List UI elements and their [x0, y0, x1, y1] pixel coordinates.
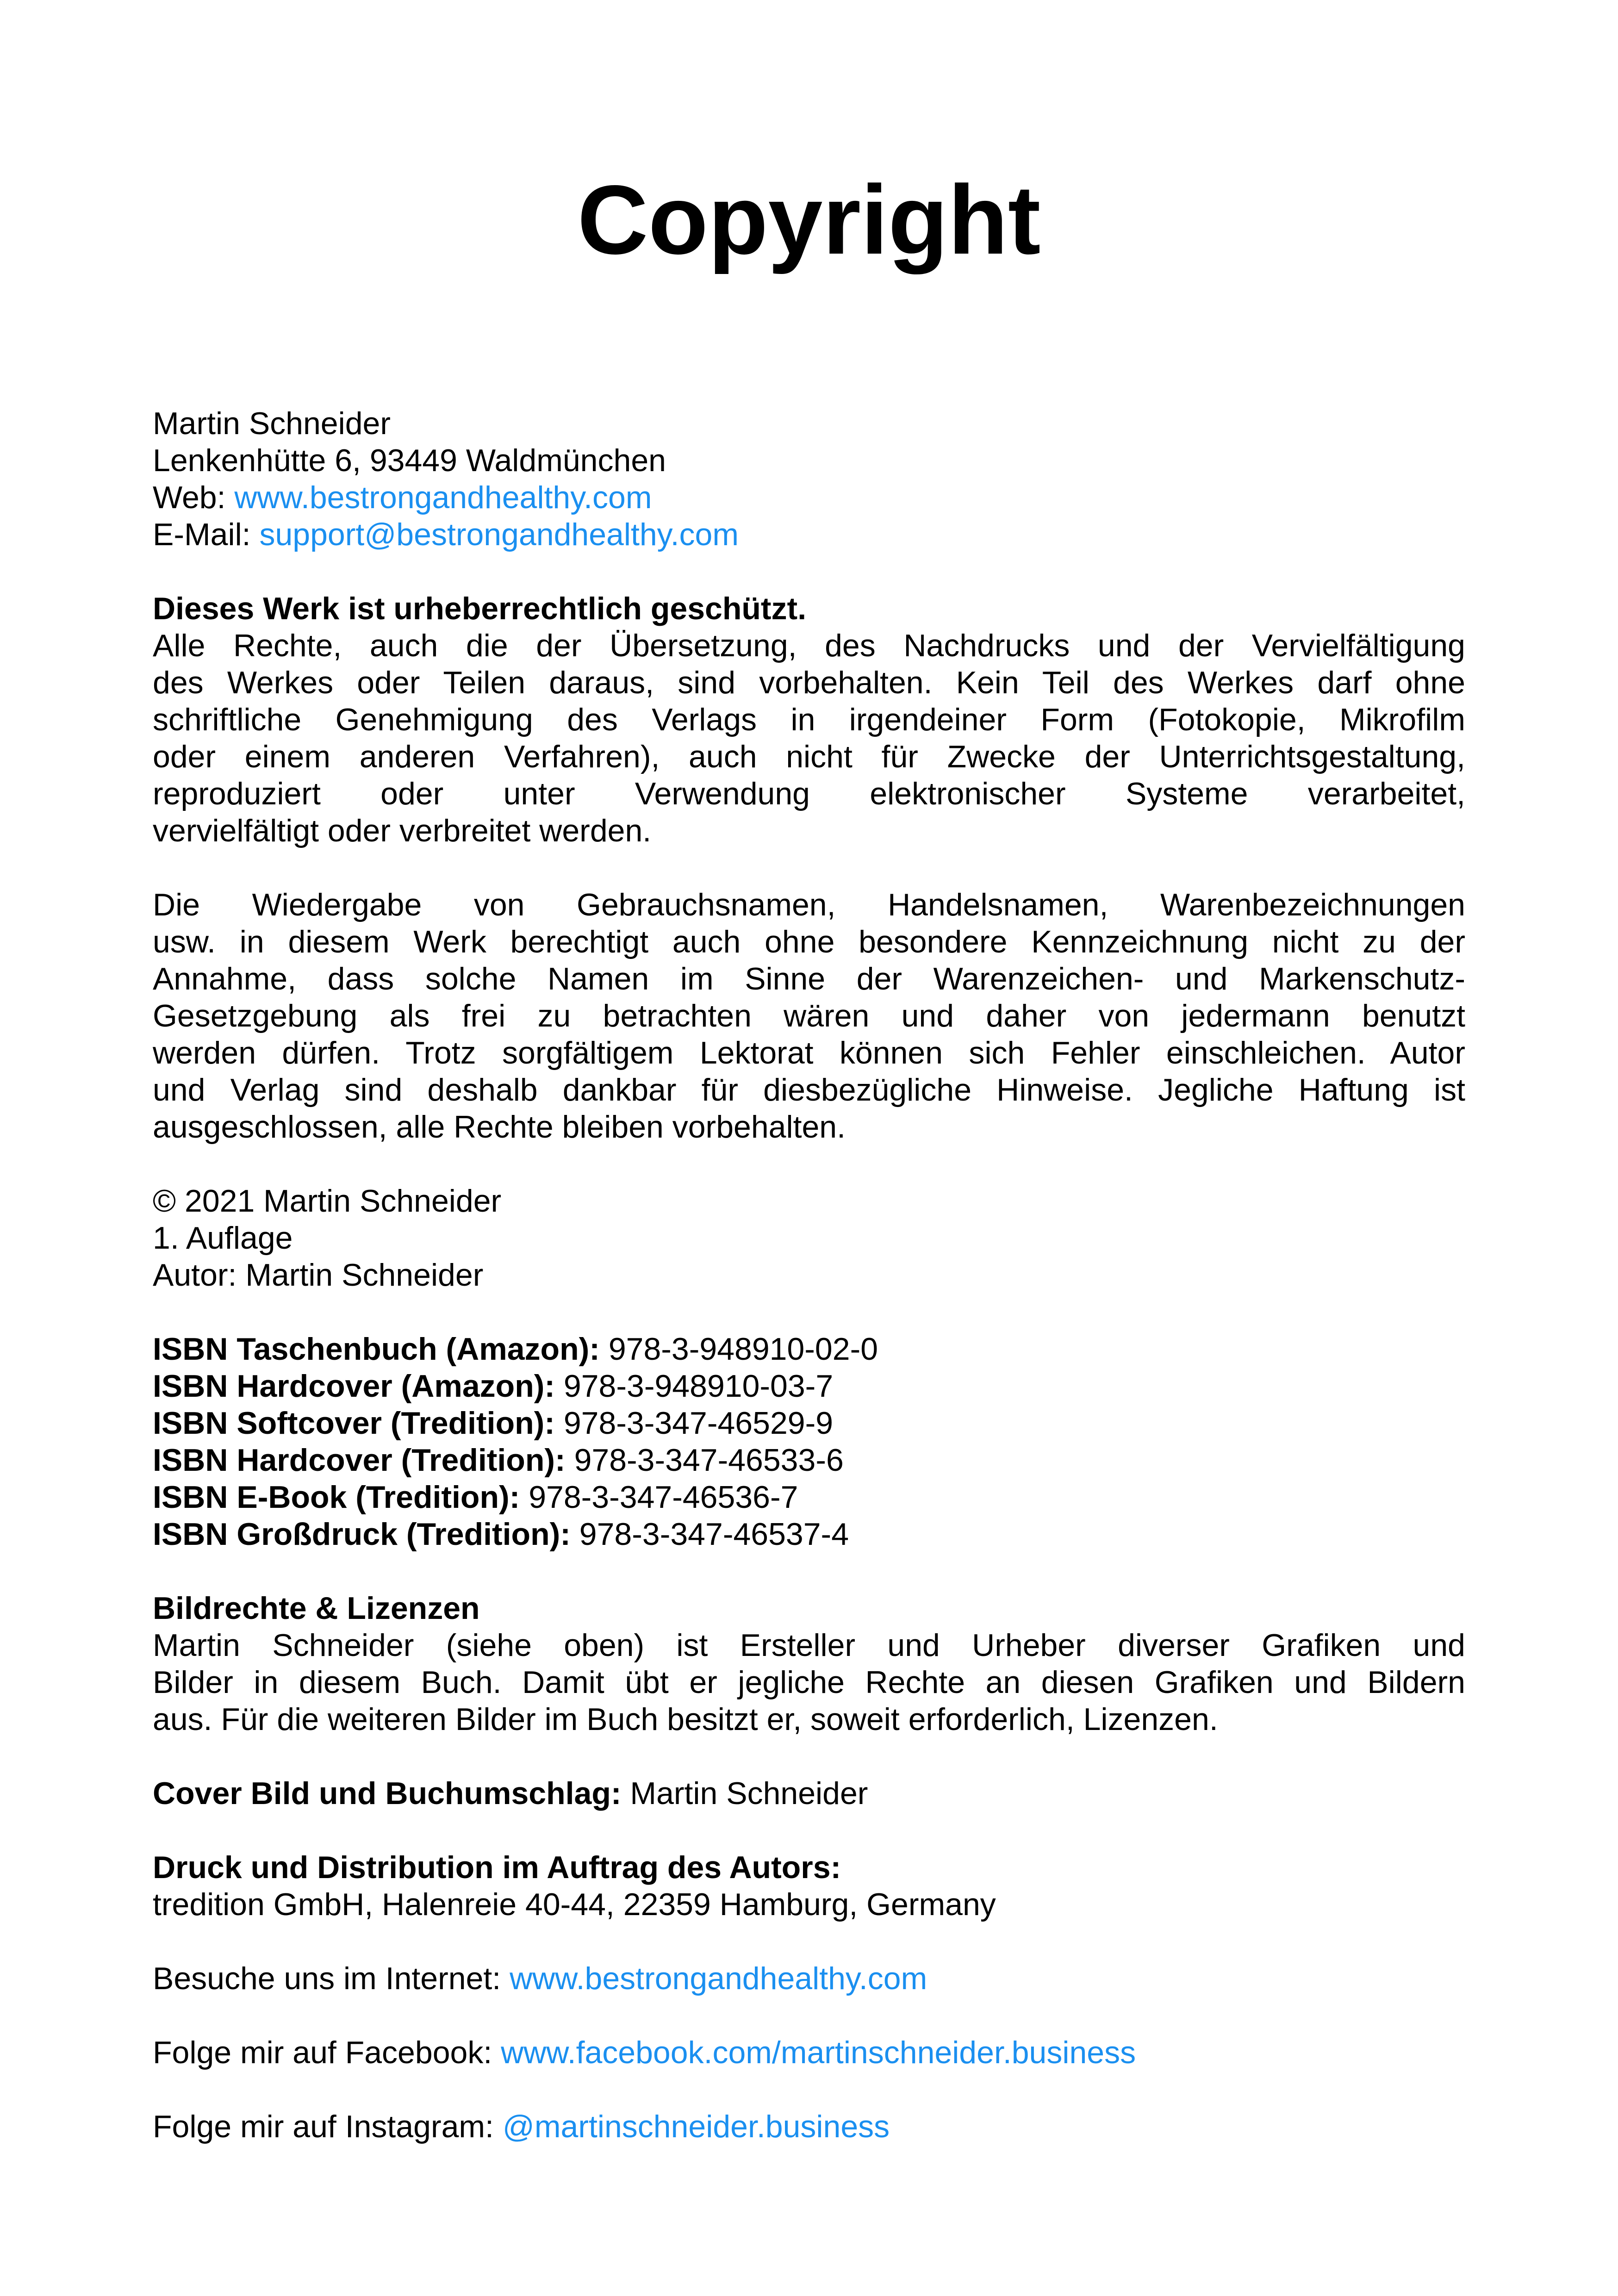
cover-label: Cover Bild und Buchumschlag: [153, 1776, 622, 1811]
trademarks-line: ausgeschlossen, alle Rechte bleiben vorbehalten. [153, 1109, 846, 1145]
isbn-label: ISBN E-Book (Tredition): [153, 1480, 520, 1515]
image-rights-line: Martin Schneider (siehe oben) ist Ersteller und Urheber diverser Grafiken und [153, 1628, 1465, 1663]
image-rights-line: aus. Für die weiteren Bilder im Buch besitzt er, soweit erforderlich, Lizenzen. [153, 1702, 1218, 1737]
email-line [153, 516, 1465, 553]
web-label: Web: [153, 480, 235, 515]
isbn-row [153, 1442, 1465, 1479]
image-rights-heading: Bildrechte & Lizenzen [153, 1591, 480, 1626]
trademarks-line: Gesetzgebung als frei zu betrachten wären und daher von jedermann benutzt [153, 998, 1465, 1033]
website-line [153, 1960, 1465, 1997]
isbn-row [153, 1479, 1465, 1516]
isbn-row [153, 1368, 1465, 1405]
print-heading: Druck und Distribution im Auftrag des Autors: [153, 1850, 841, 1885]
facebook-link[interactable]: www.facebook.com/martinschneider.business [501, 2035, 1136, 2070]
author-name: Martin Schneider [153, 406, 391, 441]
isbn-label: ISBN Softcover (Tredition): [153, 1406, 555, 1441]
website-label: Besuche uns im Internet: [153, 1961, 510, 1996]
edition-number: 1. Auflage [153, 1220, 293, 1256]
trademarks-line: Die Wiedergabe von Gebrauchsnamen, Handelsnamen, Warenbezeichnungen [153, 887, 1465, 922]
image-rights-line: Bilder in diesem Buch. Damit übt er jegliche Rechte an diesen Grafiken und Bildern [153, 1665, 1465, 1700]
isbn-row [153, 1405, 1465, 1442]
isbn-value: 978-3-347-46529-9 [554, 1406, 834, 1441]
page-content [153, 405, 1465, 2145]
cover-value: Martin Schneider [621, 1776, 868, 1811]
protection-line: des Werkes oder Teilen daraus, sind vorbehalten. Kein Teil des Werkes darf ohne [153, 665, 1465, 700]
isbn-label: ISBN Taschenbuch (Amazon): [153, 1332, 600, 1367]
copyright-notice: © 2021 Martin Schneider [153, 1183, 502, 1219]
isbn-value: 978-3-948910-02-0 [599, 1332, 878, 1367]
instagram-link[interactable]: @martinschneider.business [502, 2109, 890, 2144]
author-credit: Autor: Martin Schneider [153, 1257, 484, 1293]
trademarks-line: Annahme, dass solche Namen im Sinne der Warenzeichen- und Markenschutz- [153, 961, 1465, 996]
isbn-row [153, 1331, 1465, 1368]
author-address: Lenkenhütte 6, 93449 Waldmünchen [153, 443, 666, 478]
protection-line: schriftliche Genehmigung des Verlags in irgendeiner Form (Fotokopie, Mikrofilm [153, 702, 1465, 737]
isbn-row [153, 1516, 1465, 1553]
trademarks-line: und Verlag sind deshalb dankbar für diesbezügliche Hinweise. Jegliche Haftung ist [153, 1072, 1465, 1108]
isbn-value: 978-3-347-46537-4 [570, 1517, 849, 1552]
email-link[interactable]: support@bestrongandhealthy.com [259, 517, 739, 552]
page-title: Copyright [577, 165, 1041, 274]
instagram-line [153, 2108, 1465, 2145]
facebook-label: Folge mir auf Facebook: [153, 2035, 501, 2070]
isbn-label: ISBN Hardcover (Amazon): [153, 1369, 555, 1404]
protection-line: oder einem anderen Verfahren), auch nicht für Zwecke der Unterrichtsgestaltung, [153, 739, 1465, 774]
web-link[interactable]: www.bestrongandhealthy.com [234, 480, 652, 515]
isbn-value: 978-3-948910-03-7 [555, 1369, 834, 1404]
cover-credit [153, 1775, 1465, 1812]
protection-heading: Dieses Werk ist urheberrechtlich geschützt. [153, 591, 807, 626]
isbn-value: 978-3-347-46533-6 [565, 1443, 844, 1478]
protection-line: reproduziert oder unter Verwendung elektronischer Systeme verarbeitet, [153, 776, 1465, 811]
isbn-label: ISBN Großdruck (Tredition): [153, 1517, 571, 1552]
protection-line: vervielfältigt oder verbreitet werden. [153, 813, 652, 848]
isbn-label: ISBN Hardcover (Tredition): [153, 1443, 566, 1478]
instagram-label: Folge mir auf Instagram: [153, 2109, 503, 2144]
trademarks-line: usw. in diesem Werk berechtigt auch ohne besondere Kennzeichnung nicht zu der [153, 924, 1465, 959]
website-link[interactable]: www.bestrongandhealthy.com [510, 1961, 927, 1996]
email-label: E-Mail: [153, 517, 260, 552]
facebook-line [153, 2034, 1465, 2071]
isbn-value: 978-3-347-46536-7 [520, 1480, 798, 1515]
web-line [153, 479, 1465, 516]
trademarks-line: werden dürfen. Trotz sorgfältigem Lektorat können sich Fehler einschleichen. Autor [153, 1035, 1465, 1070]
print-address: tredition GmbH, Halenreie 40-44, 22359 Hamburg, Germany [153, 1887, 996, 1922]
protection-line: Alle Rechte, auch die der Übersetzung, des Nachdrucks und der Vervielfältigung [153, 628, 1465, 663]
